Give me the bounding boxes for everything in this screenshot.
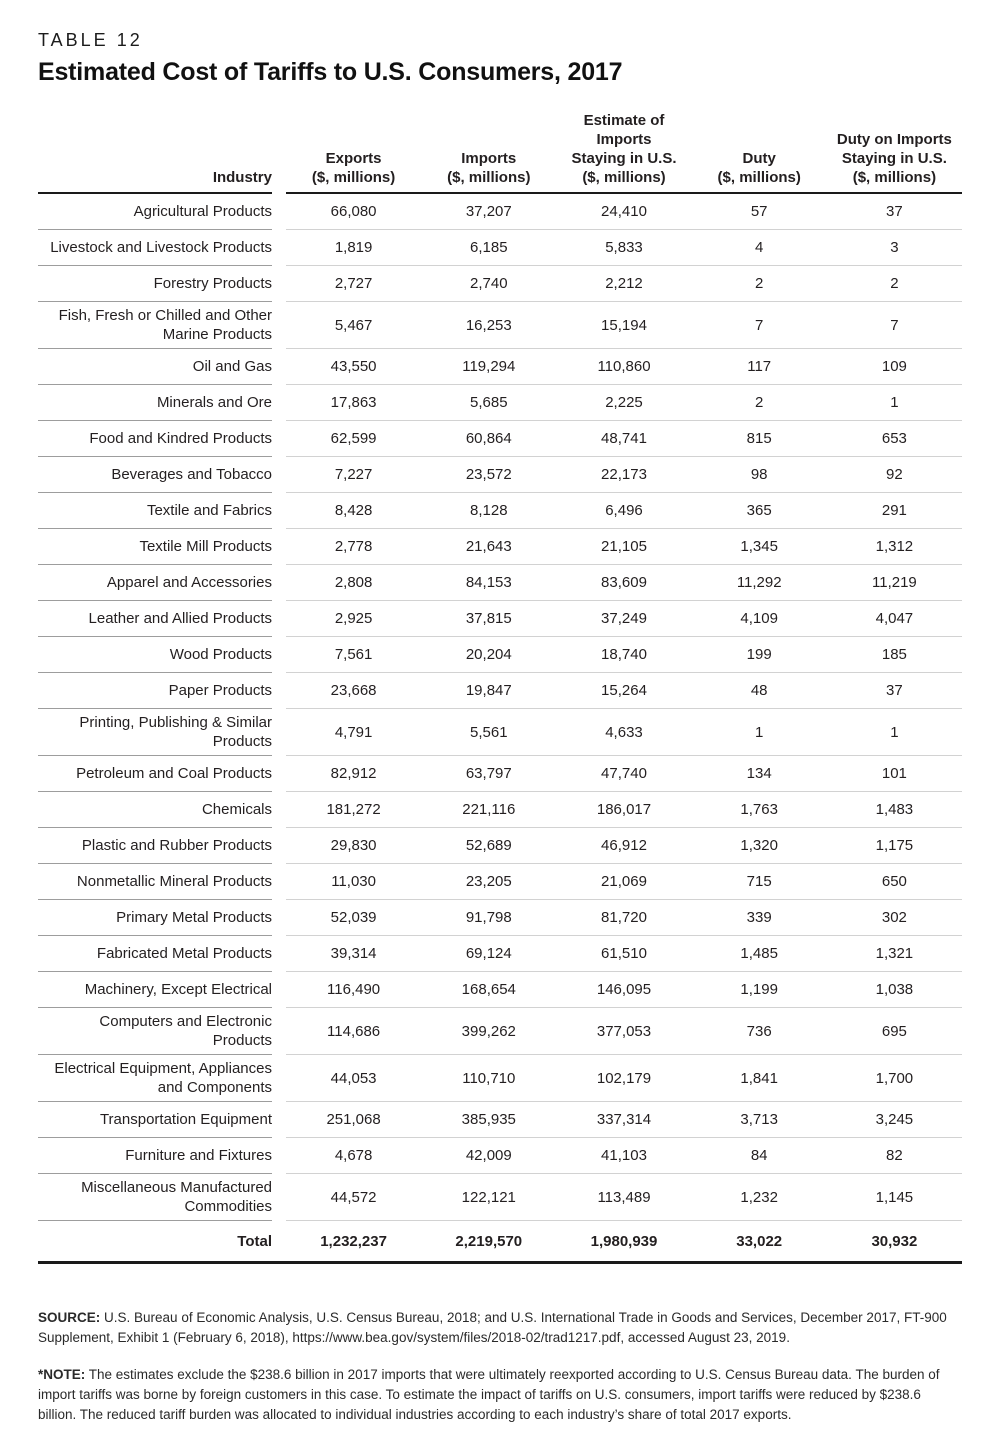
table-row bbox=[38, 1102, 962, 1138]
value-cell: 82 bbox=[886, 1147, 903, 1164]
table-row bbox=[38, 972, 962, 1008]
row-values bbox=[286, 864, 962, 900]
value-cell: 47,740 bbox=[601, 765, 647, 782]
industry-cell: Transportation Equipment bbox=[38, 1102, 272, 1138]
industry-cell: Beverages and Tobacco bbox=[38, 457, 272, 493]
value-cell: 168,654 bbox=[461, 981, 516, 998]
value-cell: 1,145 bbox=[875, 1188, 914, 1206]
row-values bbox=[286, 972, 962, 1008]
total-values bbox=[286, 1221, 962, 1261]
source-note bbox=[38, 1308, 962, 1349]
row-values bbox=[286, 828, 962, 864]
table-row bbox=[38, 864, 962, 900]
value-cell: 2 bbox=[755, 275, 764, 292]
value-cell: 251,068 bbox=[326, 1111, 381, 1128]
value-cell: 7,561 bbox=[334, 646, 373, 663]
row-values bbox=[286, 529, 962, 565]
table-row bbox=[38, 756, 962, 792]
industry-cell: Agricultural Products bbox=[38, 194, 272, 230]
industry-cell: Food and Kindred Products bbox=[38, 421, 272, 457]
value-cell: 117 bbox=[747, 358, 772, 375]
table-row bbox=[38, 792, 962, 828]
value-cell: 11,030 bbox=[331, 873, 376, 890]
industry-cell: Miscellaneous Manufactured Commodities bbox=[38, 1174, 272, 1221]
value-cell: 82,912 bbox=[330, 765, 377, 782]
value-cell: 5,833 bbox=[605, 239, 643, 256]
table-row bbox=[38, 1174, 962, 1221]
value-cell: 110,710 bbox=[462, 1069, 516, 1087]
value-cell: 199 bbox=[746, 646, 772, 663]
value-cell: 2,808 bbox=[334, 574, 373, 591]
value-cell: 22,173 bbox=[601, 466, 647, 483]
value-cell: 221,116 bbox=[462, 801, 516, 818]
page-title: Estimated Cost of Tariffs to U.S. Consumers, 2017 bbox=[38, 58, 623, 86]
total-value-cell: 1,232,237 bbox=[320, 1232, 387, 1250]
column-headers bbox=[286, 107, 962, 194]
footnote bbox=[38, 1365, 962, 1426]
total-label: Total bbox=[237, 1232, 272, 1250]
value-cell: 653 bbox=[881, 430, 907, 447]
table-row bbox=[38, 1138, 962, 1174]
table-row bbox=[38, 637, 962, 673]
value-cell: 2,727 bbox=[334, 275, 373, 292]
value-cell: 1 bbox=[755, 723, 764, 741]
value-cell: 4 bbox=[755, 239, 764, 256]
value-cell: 102,179 bbox=[596, 1069, 652, 1087]
row-values bbox=[286, 756, 962, 792]
industry-cell: Oil and Gas bbox=[38, 349, 272, 385]
value-cell: 815 bbox=[746, 430, 772, 447]
value-cell: 17,863 bbox=[330, 394, 377, 411]
row-values bbox=[286, 266, 962, 302]
industry-cell: Furniture and Fixtures bbox=[38, 1138, 272, 1174]
row-values bbox=[286, 1008, 962, 1055]
row-values bbox=[286, 457, 962, 493]
value-cell: 2,925 bbox=[334, 610, 373, 627]
table-row bbox=[38, 900, 962, 936]
value-cell: 37,815 bbox=[465, 610, 512, 627]
industry-cell: Apparel and Accessories bbox=[38, 565, 272, 601]
value-cell: 110,860 bbox=[597, 358, 651, 375]
industry-cell: Minerals and Ore bbox=[38, 385, 272, 421]
value-cell: 18,740 bbox=[601, 646, 647, 663]
value-cell: 1,819 bbox=[334, 239, 373, 256]
value-cell: 1,483 bbox=[875, 801, 914, 818]
value-cell: 4,791 bbox=[334, 723, 373, 741]
value-cell: 1 bbox=[890, 394, 899, 411]
value-cell: 695 bbox=[881, 1022, 907, 1040]
value-cell: 84 bbox=[750, 1147, 768, 1164]
row-values bbox=[286, 1055, 962, 1102]
industry-cell: Fabricated Metal Products bbox=[38, 936, 272, 972]
value-cell: 44,572 bbox=[330, 1188, 377, 1206]
industry-cell: Machinery, Except Electrical bbox=[38, 972, 272, 1008]
table-row bbox=[38, 1008, 962, 1055]
value-cell: 46,912 bbox=[601, 837, 647, 854]
value-cell: 23,668 bbox=[330, 682, 377, 699]
value-cell: 4,047 bbox=[875, 610, 914, 627]
industry-cell: Fish, Fresh or Chilled and Other Marine Products bbox=[38, 302, 272, 349]
total-value-cell: 30,932 bbox=[871, 1232, 918, 1250]
value-cell: 2,225 bbox=[605, 394, 643, 411]
total-value-cell: 33,022 bbox=[736, 1232, 783, 1250]
value-cell: 2,212 bbox=[605, 275, 643, 292]
value-cell: 116,490 bbox=[327, 981, 381, 998]
row-values bbox=[286, 1138, 962, 1174]
industry-cell: Livestock and Livestock Products bbox=[38, 230, 272, 266]
row-values bbox=[286, 230, 962, 266]
value-cell: 3,713 bbox=[740, 1111, 778, 1128]
value-cell: 113,489 bbox=[597, 1188, 651, 1206]
value-cell: 83,609 bbox=[601, 574, 647, 591]
value-cell: 650 bbox=[881, 873, 907, 890]
value-cell: 52,689 bbox=[465, 837, 512, 854]
value-cell: 181,272 bbox=[326, 801, 381, 818]
value-cell: 6,496 bbox=[605, 502, 643, 519]
column-header-imports-staying: Estimate of Imports Staying in U.S. ($, millions) bbox=[571, 112, 677, 186]
value-cell: 2,740 bbox=[470, 275, 508, 292]
value-cell: 5,685 bbox=[470, 394, 508, 411]
row-values bbox=[286, 936, 962, 972]
value-cell: 302 bbox=[881, 909, 907, 926]
value-cell: 37 bbox=[886, 203, 903, 220]
value-cell: 186,017 bbox=[596, 801, 652, 818]
value-cell: 2 bbox=[890, 275, 899, 292]
industry-cell: Chemicals bbox=[38, 792, 272, 828]
row-values bbox=[286, 900, 962, 936]
value-cell: 57 bbox=[750, 203, 768, 220]
value-cell: 15,264 bbox=[601, 682, 647, 699]
row-values bbox=[286, 493, 962, 529]
table-row bbox=[38, 828, 962, 864]
value-cell: 8,128 bbox=[470, 502, 508, 519]
value-cell: 1,312 bbox=[875, 538, 914, 555]
value-cell: 39,314 bbox=[330, 945, 377, 962]
industry-cell: Paper Products bbox=[38, 673, 272, 709]
value-cell: 62,599 bbox=[330, 430, 377, 447]
value-cell: 4,633 bbox=[605, 723, 643, 741]
value-cell: 48,741 bbox=[601, 430, 647, 447]
value-cell: 3 bbox=[890, 239, 899, 256]
table-row bbox=[38, 302, 962, 349]
value-cell: 41,103 bbox=[601, 1147, 647, 1164]
value-cell: 1,763 bbox=[740, 801, 778, 818]
value-cell: 736 bbox=[746, 1022, 772, 1040]
value-cell: 20,204 bbox=[465, 646, 512, 663]
value-cell: 7 bbox=[890, 316, 899, 334]
value-cell: 29,830 bbox=[330, 837, 377, 854]
table-row bbox=[38, 529, 962, 565]
value-cell: 11,292 bbox=[736, 574, 782, 591]
value-cell: 43,550 bbox=[330, 358, 377, 375]
value-cell: 1,199 bbox=[740, 981, 778, 998]
value-cell: 6,185 bbox=[470, 239, 508, 256]
industry-cell: Petroleum and Coal Products bbox=[38, 756, 272, 792]
value-cell: 69,124 bbox=[465, 945, 512, 962]
value-cell: 84,153 bbox=[465, 574, 512, 591]
industry-cell: Wood Products bbox=[38, 637, 272, 673]
value-cell: 385,935 bbox=[461, 1111, 516, 1128]
column-header-industry: Industry bbox=[38, 107, 272, 194]
industry-cell: Electrical Equipment, Appliances and Components bbox=[38, 1055, 272, 1102]
row-values bbox=[286, 1102, 962, 1138]
value-cell: 109 bbox=[881, 358, 907, 375]
value-cell: 101 bbox=[881, 765, 907, 782]
value-cell: 365 bbox=[746, 502, 772, 519]
value-cell: 1,038 bbox=[875, 981, 914, 998]
tariff-cost-table bbox=[38, 107, 962, 1264]
table-row bbox=[38, 936, 962, 972]
value-cell: 7 bbox=[755, 316, 764, 334]
value-cell: 37 bbox=[886, 682, 903, 699]
table-row bbox=[38, 709, 962, 756]
table-row bbox=[38, 230, 962, 266]
value-cell: 3,245 bbox=[875, 1111, 914, 1128]
value-cell: 19,847 bbox=[465, 682, 512, 699]
industry-cell: Primary Metal Products bbox=[38, 900, 272, 936]
table-row bbox=[38, 349, 962, 385]
value-cell: 1,175 bbox=[875, 837, 914, 854]
value-cell: 1 bbox=[890, 723, 899, 741]
industry-cell: Leather and Allied Products bbox=[38, 601, 272, 637]
industry-cell: Textile and Fabrics bbox=[38, 493, 272, 529]
row-values bbox=[286, 673, 962, 709]
value-cell: 21,643 bbox=[465, 538, 512, 555]
value-cell: 48 bbox=[750, 682, 768, 699]
value-cell: 1,700 bbox=[875, 1069, 914, 1087]
value-cell: 1,321 bbox=[875, 945, 914, 962]
value-cell: 44,053 bbox=[330, 1069, 377, 1087]
table-row bbox=[38, 194, 962, 230]
value-cell: 377,053 bbox=[596, 1022, 652, 1040]
value-cell: 60,864 bbox=[465, 430, 512, 447]
column-header-imports: Imports ($, millions) bbox=[447, 150, 531, 186]
industry-cell: Textile Mill Products bbox=[38, 529, 272, 565]
value-cell: 11,219 bbox=[872, 574, 917, 591]
table-row bbox=[38, 565, 962, 601]
row-values bbox=[286, 565, 962, 601]
total-value-cell: 1,980,939 bbox=[590, 1232, 658, 1250]
value-cell: 1,320 bbox=[740, 837, 778, 854]
table-row bbox=[38, 385, 962, 421]
value-cell: 291 bbox=[881, 502, 907, 519]
value-cell: 23,572 bbox=[465, 466, 512, 483]
value-cell: 1,232 bbox=[740, 1188, 778, 1206]
value-cell: 92 bbox=[886, 466, 903, 483]
table-body bbox=[38, 194, 962, 1221]
row-values bbox=[286, 709, 962, 756]
value-cell: 339 bbox=[746, 909, 772, 926]
value-cell: 81,720 bbox=[601, 909, 647, 926]
value-cell: 16,253 bbox=[465, 316, 512, 334]
value-cell: 8,428 bbox=[334, 502, 373, 519]
value-cell: 122,121 bbox=[461, 1188, 516, 1206]
row-values bbox=[286, 421, 962, 457]
value-cell: 5,467 bbox=[334, 316, 373, 334]
column-header-duty: Duty ($, millions) bbox=[717, 150, 801, 186]
value-cell: 21,105 bbox=[601, 538, 647, 555]
value-cell: 1,345 bbox=[740, 538, 778, 555]
source-label: SOURCE: bbox=[38, 1310, 101, 1325]
value-cell: 399,262 bbox=[461, 1022, 516, 1040]
row-values bbox=[286, 194, 962, 230]
value-cell: 98 bbox=[750, 466, 768, 483]
value-cell: 337,314 bbox=[596, 1111, 652, 1128]
value-cell: 24,410 bbox=[601, 203, 647, 220]
value-cell: 114,686 bbox=[327, 1022, 381, 1040]
value-cell: 42,009 bbox=[465, 1147, 512, 1164]
total-value-cell: 2,219,570 bbox=[455, 1232, 523, 1250]
value-cell: 7,227 bbox=[334, 466, 373, 483]
value-cell: 61,510 bbox=[601, 945, 647, 962]
row-values bbox=[286, 637, 962, 673]
table-row bbox=[38, 601, 962, 637]
table-row bbox=[38, 493, 962, 529]
value-cell: 21,069 bbox=[601, 873, 647, 890]
row-values bbox=[286, 601, 962, 637]
footnote-label: *NOTE: bbox=[38, 1366, 86, 1382]
industry-cell: Printing, Publishing & Similar Products bbox=[38, 709, 272, 756]
row-values bbox=[286, 302, 962, 349]
value-cell: 4,678 bbox=[334, 1147, 373, 1164]
value-cell: 146,095 bbox=[596, 981, 652, 998]
footnote-text: The estimates exclude the $238.6 billion in 2017 imports that were ultimately reexported according to U.S. Census Bureau data. The burden of import tariffs was borne by foreign customers in this case. To estimate the impact of tariffs on U.S. consumers, import tariffs were reduced by $238.6 billion. The reduced tariff burden was allocated to individual industries according to each industry’s share of total 2017 exports. bbox=[38, 1366, 940, 1422]
total-row bbox=[38, 1221, 962, 1264]
value-cell: 23,205 bbox=[465, 873, 512, 890]
value-cell: 37,207 bbox=[465, 203, 512, 220]
column-header-duty-staying: Duty on Imports Staying in U.S. ($, millions) bbox=[836, 131, 952, 186]
value-cell: 37,249 bbox=[601, 610, 647, 627]
industry-cell: Computers and Electronic Products bbox=[38, 1008, 272, 1055]
row-values bbox=[286, 1174, 962, 1221]
row-values bbox=[286, 792, 962, 828]
table-row bbox=[38, 457, 962, 493]
industry-cell: Forestry Products bbox=[38, 266, 272, 302]
row-values bbox=[286, 385, 962, 421]
row-values bbox=[286, 349, 962, 385]
value-cell: 1,841 bbox=[740, 1069, 778, 1087]
value-cell: 134 bbox=[746, 765, 772, 782]
value-cell: 1,485 bbox=[740, 945, 778, 962]
value-cell: 715 bbox=[746, 873, 772, 890]
table-label: TABLE 12 bbox=[38, 30, 143, 50]
industry-cell: Plastic and Rubber Products bbox=[38, 828, 272, 864]
value-cell: 91,798 bbox=[465, 909, 512, 926]
source-text: U.S. Bureau of Economic Analysis, U.S. Census Bureau, 2018; and U.S. International Trade in Goods and Services, December 2017, FT-900 Supplement, Exhibit 1 (February 6, 2018), https://www.bea.gov/system/files/2018-02/trad1217.pdf, accessed August 23, 2019. bbox=[38, 1310, 947, 1346]
table-header-row bbox=[38, 107, 962, 194]
value-cell: 52,039 bbox=[330, 909, 377, 926]
column-header-exports: Exports ($, millions) bbox=[311, 150, 396, 186]
table-row bbox=[38, 421, 962, 457]
table-row bbox=[38, 1055, 962, 1102]
industry-cell: Nonmetallic Mineral Products bbox=[38, 864, 272, 900]
table-row bbox=[38, 673, 962, 709]
value-cell: 185 bbox=[881, 646, 907, 663]
value-cell: 15,194 bbox=[601, 316, 647, 334]
value-cell: 63,797 bbox=[465, 765, 512, 782]
table-row bbox=[38, 266, 962, 302]
value-cell: 4,109 bbox=[740, 610, 778, 627]
value-cell: 2 bbox=[755, 394, 764, 411]
value-cell: 66,080 bbox=[330, 203, 377, 220]
value-cell: 119,294 bbox=[462, 358, 516, 375]
value-cell: 5,561 bbox=[470, 723, 508, 741]
value-cell: 2,778 bbox=[334, 538, 373, 555]
